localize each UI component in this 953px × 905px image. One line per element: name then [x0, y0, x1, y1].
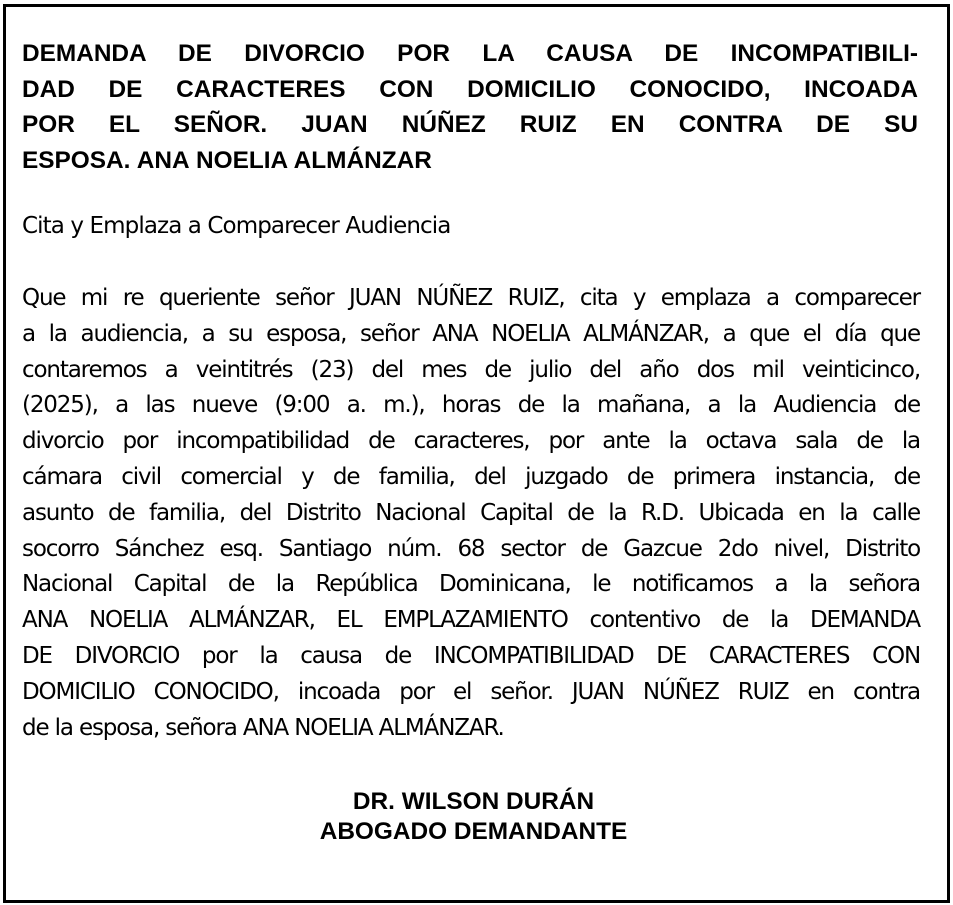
signature-block	[0, 787, 947, 847]
signature-name: DR. WILSON DURÁN	[352, 788, 595, 815]
body-line: de la esposa, señora ANA NOELIA ALMÁNZAR.	[22, 714, 504, 741]
body-line: ANA NOELIA ALMÁNZAR, EL EMPLAZAMIENTO contentivo de la DEMANDA	[22, 607, 920, 634]
signature-role: ABOGADO DEMANDANTE	[319, 818, 628, 845]
notice-body	[22, 281, 920, 746]
body-line: (2025), a las nueve (9:00 a. m.), horas de la mañana, a la Audiencia de	[22, 392, 920, 419]
body-line: Que mi re queriente señor JUAN NÚÑEZ RUIZ, cita y emplaza a comparecer	[22, 285, 920, 311]
title-line: DAD DE CARACTERES CON DOMICILIO CONOCIDO, INCOADA	[22, 75, 918, 103]
notice-subtitle: Cita y Emplaza a Comparecer Audiencia	[22, 213, 451, 239]
body-line: cámara civil comercial y de familia, del juzgado de primera instancia, de	[22, 463, 920, 490]
body-line: DOMICILIO CONOCIDO, incoada por el señor. JUAN NÚÑEZ RUIZ en contra	[22, 678, 920, 705]
body-line: asunto de familia, del Distrito Nacional Capital de la R.D. Ubicada en la calle	[22, 499, 920, 526]
title-line: ESPOSA. ANA NOELIA ALMÁNZAR	[22, 146, 432, 174]
body-line: socorro Sánchez esq. Santiago núm. 68 sector de Gazcue 2do nivel, Distrito	[22, 535, 920, 562]
notice-title	[22, 36, 918, 178]
body-line: divorcio por incompatibilidad de caracteres, por ante la octava sala de la	[22, 428, 920, 455]
title-line: POR EL SEÑOR. JUAN NÚÑEZ RUIZ EN CONTRA DE SU	[22, 111, 918, 138]
body-line: DE DIVORCIO por la causa de INCOMPATIBILIDAD DE CARACTERES CON	[22, 642, 920, 669]
body-line: Nacional Capital de la República Dominicana, le notificamos a la señora	[22, 571, 920, 598]
body-line: a la audiencia, a su esposa, señor ANA NOELIA ALMÁNZAR, a que el día que	[22, 320, 920, 347]
body-line: contaremos a veintitrés (23) del mes de julio del año dos mil veinticinco,	[22, 356, 920, 383]
title-line: DEMANDA DE DIVORCIO POR LA CAUSA DE INCOMPATIBILI-	[22, 40, 918, 67]
